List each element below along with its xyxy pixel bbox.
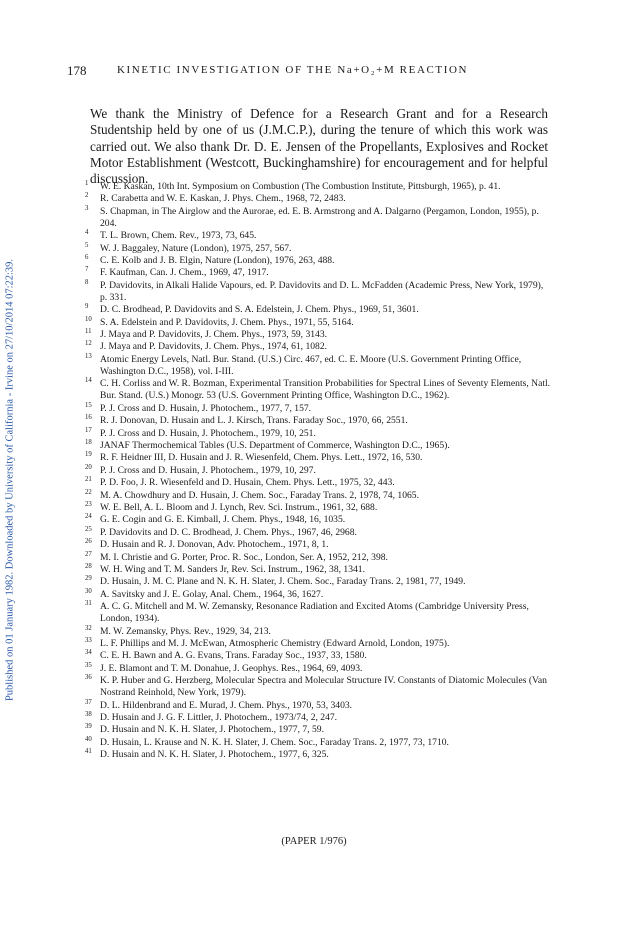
reference-number: 4 (85, 229, 89, 237)
reference-item (85, 403, 551, 415)
reference-number: 39 (85, 723, 92, 731)
page-number: 178 (67, 63, 87, 78)
reference-item (85, 255, 551, 267)
reference-text: C. H. Corliss and W. R. Bozman, Experimental Transition Probabilities for Spectral Lines of Seventy Elements, Natl. Bur. Stand. (U.S.) Monogr. 53 (U.S. Government Printing Office, Washington D.C., 1962). (100, 378, 551, 402)
reference-number: 5 (85, 241, 89, 249)
reference-number: 30 (85, 587, 92, 595)
reference-number: 9 (85, 303, 89, 311)
reference-text: JANAF Thermochemical Tables (U.S. Department of Commerce, Washington D.C., 1965). (100, 440, 450, 452)
reference-text: D. C. Brodhead, P. Davidovits and S. A. Edelstein, J. Chem. Phys., 1969, 51, 3601. (100, 304, 419, 316)
reference-item (85, 638, 551, 650)
reference-text: C. E. H. Bawn and A. G. Evans, Trans. Faraday Soc., 1937, 33, 1580. (100, 650, 367, 662)
reference-text: F. Kaufman, Can. J. Chem., 1969, 47, 1917. (100, 267, 269, 279)
reference-text: W. E. Bell, A. L. Bloom and J. Lynch, Rev. Sci. Instrum., 1961, 32, 688. (100, 501, 378, 513)
running-title: KINETIC INVESTIGATION OF THE Na+O₂+M REACTION (117, 64, 469, 76)
reference-number: 25 (85, 525, 92, 533)
reference-item (85, 452, 551, 464)
reference-number: 1 (85, 180, 89, 187)
reference-text: M. A. Chowdhury and D. Husain, J. Chem. Soc., Faraday Trans. 2, 1978, 74, 1065. (100, 489, 419, 501)
reference-item (85, 724, 551, 736)
reference-text: P. D. Foo, J. R. Wiesenfeld and D. Husain, Chem. Phys. Lett., 1975, 32, 443. (100, 477, 395, 489)
reference-text: M. I. Christie and G. Porter, Proc. R. Soc., London, Ser. A, 1952, 212, 398. (100, 551, 388, 563)
reference-text: G. E. Cogin and G. E. Kimball, J. Chem. Phys., 1948, 16, 1035. (100, 514, 346, 526)
reference-text: P. J. Cross and D. Husain, J. Photochem., 1979, 10, 297. (100, 464, 316, 476)
reference-number: 16 (85, 414, 92, 422)
reference-number: 41 (85, 748, 92, 756)
reference-number: 29 (85, 575, 92, 583)
reference-number: 28 (85, 562, 92, 570)
reference-text: L. F. Phillips and M. J. McEwan, Atmospheric Chemistry (Edward Arnold, London, 1975). (100, 637, 450, 649)
reference-item (85, 539, 551, 551)
reference-text: S. A. Edelstein and P. Davidovits, J. Chem. Phys., 1971, 55, 5164. (100, 316, 354, 328)
reference-text: A. C. G. Mitchell and M. W. Zemansky, Resonance Radiation and Excited Atoms (Cambridge University Press, London, 1934). (100, 601, 529, 625)
reference-number: 36 (85, 674, 92, 682)
reference-number: 40 (85, 735, 92, 743)
reference-number: 34 (85, 649, 92, 657)
reference-text: J. E. Blamont and T. M. Donahue, J. Geophys. Res., 1964, 69, 4093. (100, 662, 363, 674)
reference-item (85, 428, 551, 440)
reference-number: 11 (85, 328, 92, 336)
reference-number: 8 (85, 278, 89, 286)
reference-text: J. Maya and P. Davidovits, J. Chem. Phys., 1973, 59, 3143. (100, 329, 328, 341)
reference-number: 26 (85, 538, 92, 546)
reference-item (85, 576, 551, 588)
reference-number: 7 (85, 266, 89, 274)
reference-number: 31 (85, 600, 92, 608)
reference-item (85, 675, 551, 699)
reference-text: Atomic Energy Levels, Natl. Bur. Stand. (U.S.) Circ. 467, ed. C. E. Moore (U.S. Government Printing Office, Washington D.C., 1958), vol. I-III. (100, 353, 522, 377)
reference-text: D. Husain, J. M. C. Plane and N. K. H. Slater, J. Chem. Soc., Faraday Trans. 2, 1981, 77, 1949. (100, 576, 466, 588)
reference-number: 23 (85, 500, 92, 508)
reference-text: R. F. Heidner III, D. Husain and J. R. Wiesenfeld, Chem. Phys. Lett., 1972, 16, 530. (100, 452, 423, 464)
reference-number: 17 (85, 426, 92, 434)
reference-item (85, 527, 551, 539)
reference-text: W. E. Kaskan, 10th Int. Symposium on Combustion (The Combustion Institute, Pittsburgh, 1965), p. 41. (100, 181, 501, 192)
reference-number: 37 (85, 698, 92, 706)
reference-text: M. W. Zemansky, Phys. Rev., 1929, 34, 213. (100, 625, 271, 637)
reference-item (85, 243, 551, 255)
reference-item (85, 712, 551, 724)
reference-item (85, 341, 551, 353)
reference-number: 19 (85, 451, 92, 459)
reference-item (85, 552, 551, 564)
reference-item (85, 502, 551, 514)
reference-text: C. E. Kolb and J. B. Elgin, Nature (London), 1976, 263, 488. (100, 255, 335, 267)
reference-text: P. Davidovits, in Alkali Halide Vapours, ed. P. Davidovits and D. L. McFadden (Academic Press, New York, 1979), p. 331. (100, 279, 544, 303)
reference-number: 24 (85, 513, 92, 521)
reference-number: 3 (85, 204, 89, 212)
reference-item (85, 206, 551, 230)
reference-text: P. J. Cross and D. Husain, J. Photochem., 1977, 7, 157. (100, 402, 312, 414)
reference-number: 21 (85, 476, 92, 484)
reference-item (85, 589, 551, 601)
reference-item (85, 193, 551, 205)
reference-item (85, 514, 551, 526)
reference-item (85, 329, 551, 341)
reference-number: 14 (85, 377, 92, 385)
reference-text: R. J. Donovan, D. Husain and L. J. Kirsch, Trans. Faraday Soc., 1970, 66, 2551. (100, 415, 408, 427)
reference-text: W. H. Wing and T. M. Sanders Jr, Rev. Sci. Instrum., 1962, 38, 1341. (100, 563, 365, 575)
reference-text: S. Chapman, in The Airglow and the Aurorae, ed. E. B. Armstrong and A. Dalgarno (Pergamon, London, 1955), p. 204. (100, 205, 539, 229)
page-header (67, 63, 567, 81)
reference-item (85, 663, 551, 675)
reference-number: 20 (85, 463, 92, 471)
reference-text: D. Husain and N. K. H. Slater, J. Photochem., 1977, 6, 325. (100, 749, 329, 761)
reference-number: 15 (85, 401, 92, 409)
reference-number: 27 (85, 550, 92, 558)
reference-text: D. Husain, L. Krause and N. K. H. Slater, J. Chem. Soc., Faraday Trans. 2, 1977, 73, 1710. (100, 736, 449, 748)
reference-item (85, 490, 551, 502)
reference-number: 18 (85, 439, 92, 447)
download-watermark (2, 40, 18, 880)
reference-number: 10 (85, 315, 92, 323)
download-watermark-text[interactable]: Published on 01 January 1982. Downloaded by University of California - Irvine on 27/10/2014 07:22:39. (4, 258, 16, 702)
reference-number: 33 (85, 636, 92, 644)
reference-item (85, 650, 551, 662)
reference-text: P. Davidovits and D. C. Brodhead, J. Chem. Phys., 1967, 46, 2968. (100, 526, 357, 538)
reference-text: K. P. Huber and G. Herzberg, Molecular Spectra and Molecular Structure IV. Constants of Diatomic Molecules (Van Nostrand Reinhold, New York, 1979). (100, 675, 547, 699)
reference-number: 6 (85, 254, 89, 262)
reference-text: D. Husain and R. J. Donovan, Adv. Photochem., 1971, 8, 1. (100, 539, 329, 551)
reference-text: D. L. Hildenbrand and E. Murad, J. Chem. Phys., 1970, 53, 3403. (100, 699, 353, 711)
reference-text: P. J. Cross and D. Husain, J. Photochem., 1979, 10, 251. (100, 427, 316, 439)
reference-item (85, 626, 551, 638)
reference-item (85, 280, 551, 304)
reference-text: D. Husain and J. G. F. Littler, J. Photochem., 1973/74, 2, 247. (100, 712, 338, 724)
reference-number: 12 (85, 340, 92, 348)
reference-text: W. J. Baggaley, Nature (London), 1975, 257, 567. (100, 242, 292, 254)
reference-item (85, 465, 551, 477)
reference-number: 38 (85, 711, 92, 719)
reference-item (85, 440, 551, 452)
reference-item (85, 378, 551, 402)
reference-item (85, 354, 551, 378)
reference-number: 2 (85, 192, 89, 200)
reference-text: A. Savitsky and J. E. Golay, Anal. Chem., 1964, 36, 1627. (100, 588, 324, 600)
reference-number: 32 (85, 624, 92, 632)
reference-number: 22 (85, 488, 92, 496)
reference-item (85, 304, 551, 316)
reference-item (85, 564, 551, 576)
reference-text: D. Husain and N. K. H. Slater, J. Photochem., 1977, 7, 59. (100, 724, 324, 736)
reference-number: 35 (85, 661, 92, 669)
reference-text: R. Carabetta and W. E. Kaskan, J. Phys. Chem., 1968, 72, 2483. (100, 193, 346, 205)
acknowledgement-paragraph: We thank the Ministry of Defence for a Research Grant and for a Research Studentship held by one of us (J.M.C.P.), during the tenure of which this work was carried out. We also thank Dr. D. E. Jensen of the Propellants, Explosives and Rocket Motor Establishment (Westcott, Buckinghamshire) for encouragement and for helpful discussion. (90, 106, 548, 186)
reference-item (85, 230, 551, 242)
reference-item (85, 317, 551, 329)
reference-item (85, 415, 551, 427)
reference-number: 13 (85, 352, 92, 360)
reference-item (85, 749, 551, 761)
reference-list (85, 181, 551, 762)
reference-item (85, 737, 551, 749)
reference-item (85, 267, 551, 279)
paper-id: (PAPER 1/976) (281, 836, 347, 847)
reference-item (85, 601, 551, 625)
reference-item (85, 477, 551, 489)
reference-text: J. Maya and P. Davidovits, J. Chem. Phys., 1974, 61, 1082. (100, 341, 328, 353)
reference-item (85, 181, 551, 193)
reference-text: T. L. Brown, Chem. Rev., 1973, 73, 645. (100, 230, 257, 242)
reference-item (85, 700, 551, 712)
